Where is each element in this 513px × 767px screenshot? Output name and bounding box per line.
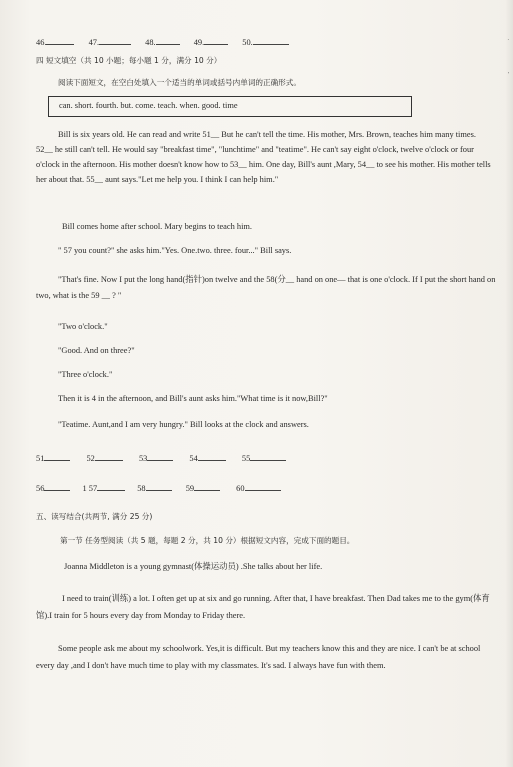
answer-label: 54 [189, 454, 198, 463]
answer-label: 52 [86, 454, 95, 463]
passage1-paragraph-5: "Two o'clock." [58, 322, 108, 331]
answer-blank[interactable] [44, 482, 70, 491]
answer-row-56-60 [36, 482, 281, 495]
section5-paragraph-2: Some people ask me about my schoolwork. Yes,it is difficult. But my teachers know this and they are nice. I can't be at school every day ,and I don't have much time to play with my classmates. It's sad. I always have fun with them. [36, 644, 481, 670]
answer-blank[interactable] [147, 452, 173, 461]
answer-label: 50. [242, 38, 253, 47]
answer-blank[interactable] [204, 36, 228, 45]
answer-label: 47. [88, 38, 100, 47]
answer-label: 55 [241, 454, 251, 463]
answer-label: 49. [193, 38, 205, 47]
passage1-paragraph-1: Bill is six years old. He can read and write 51__ But he can't tell the time. His mother, Mrs. Brown, teaches him many times. 52__ he still can't tell. He would say "breakfast time", "lunchtime" and "teatime". He can't say eight o'clock, twelve o'clock or four o'clock in the afternoon. His mother doesn't know how to 53__ him. One day, Bill's aunt ,Mary, 54__ to see his mother. His mother tells her about that. 55__ aunt says."Let me help you. I think I can help him." [36, 130, 491, 184]
passage1-paragraph-9: "Teatime. Aunt,and I am very hungry." Bill looks at the clock and answers. [58, 420, 309, 429]
section5-part1-heading: 第一节 任务型阅读（共 5 题，每题 2 分，共 10 分）根据短文内容，完成下面的题目。 [60, 536, 355, 545]
word-bank: can. short. fourth. but. come. teach. when. good. time [59, 101, 238, 110]
answer-blank[interactable] [250, 452, 286, 461]
section4-heading: 四 短文填空（共 10 小题；每小题 1 分，满分 10 分） [36, 56, 222, 65]
answer-blank[interactable] [46, 36, 74, 45]
answer-row-51-55 [36, 452, 286, 465]
passage1-paragraph-6: "Good. And on three?" [58, 346, 135, 355]
answer-label: 51 [36, 454, 45, 463]
section5-paragraph-1: I need to train(训练) a lot. I often get up at six and go running. After that, I have breakfast. Then Dad takes me to the gym(体育馆).I train for 5 hours every day from Monday to Friday there. [36, 594, 490, 620]
passage1-paragraph-7: "Three o'clock." [58, 370, 113, 379]
passage1-paragraph-3: " 57 you count?" she asks him."Yes. One.two. three. four..." Bill says. [58, 246, 292, 255]
answer-blank[interactable] [44, 452, 70, 461]
answer-blank[interactable] [245, 482, 281, 491]
answer-blank[interactable] [146, 482, 172, 491]
answer-row-46-50 [36, 36, 289, 49]
answer-blank[interactable] [198, 452, 226, 461]
passage1-paragraph-2: Bill comes home after school. Mary begins to teach him. [62, 222, 253, 231]
section4-instruction: 阅读下面短文，在空白处填入一个适当的单词或括号内单词的正确形式。 [58, 78, 301, 87]
answer-blank[interactable] [97, 482, 125, 491]
answer-blank[interactable] [95, 452, 123, 461]
answer-label: 60 [236, 484, 245, 493]
page-edge-shadow [505, 0, 513, 767]
word-bank-box [48, 96, 412, 117]
section5-intro: Joanna Middleton is a young gymnast(体操运动员) .She talks about her life. [64, 562, 323, 571]
answer-blank[interactable] [156, 36, 180, 45]
answer-blank[interactable] [194, 482, 220, 491]
answer-blank[interactable] [99, 36, 131, 45]
answer-label: 48. [145, 38, 156, 47]
passage1-paragraph-8: Then it is 4 in the afternoon, and Bill's aunt asks him."What time is it now,Bill?" [58, 394, 328, 403]
answer-blank[interactable] [253, 36, 289, 45]
answer-label: 56 [36, 484, 45, 493]
answer-label: 1 57 [82, 484, 98, 493]
passage1-paragraph-4: "That's fine. Now I put the long hand(指针)on twelve and the 58(分__ hand on one— that is one o'clock. If I put the short hand on two, what is the 59 __ ? " [36, 275, 496, 300]
answer-label: 46. [36, 38, 47, 47]
section5-heading: 五、读写结合(共两节, 满分 25 分) [36, 512, 153, 521]
answer-label: 53 [138, 454, 148, 463]
answer-label: 59 [185, 484, 195, 493]
answer-label: 58 [137, 484, 146, 493]
